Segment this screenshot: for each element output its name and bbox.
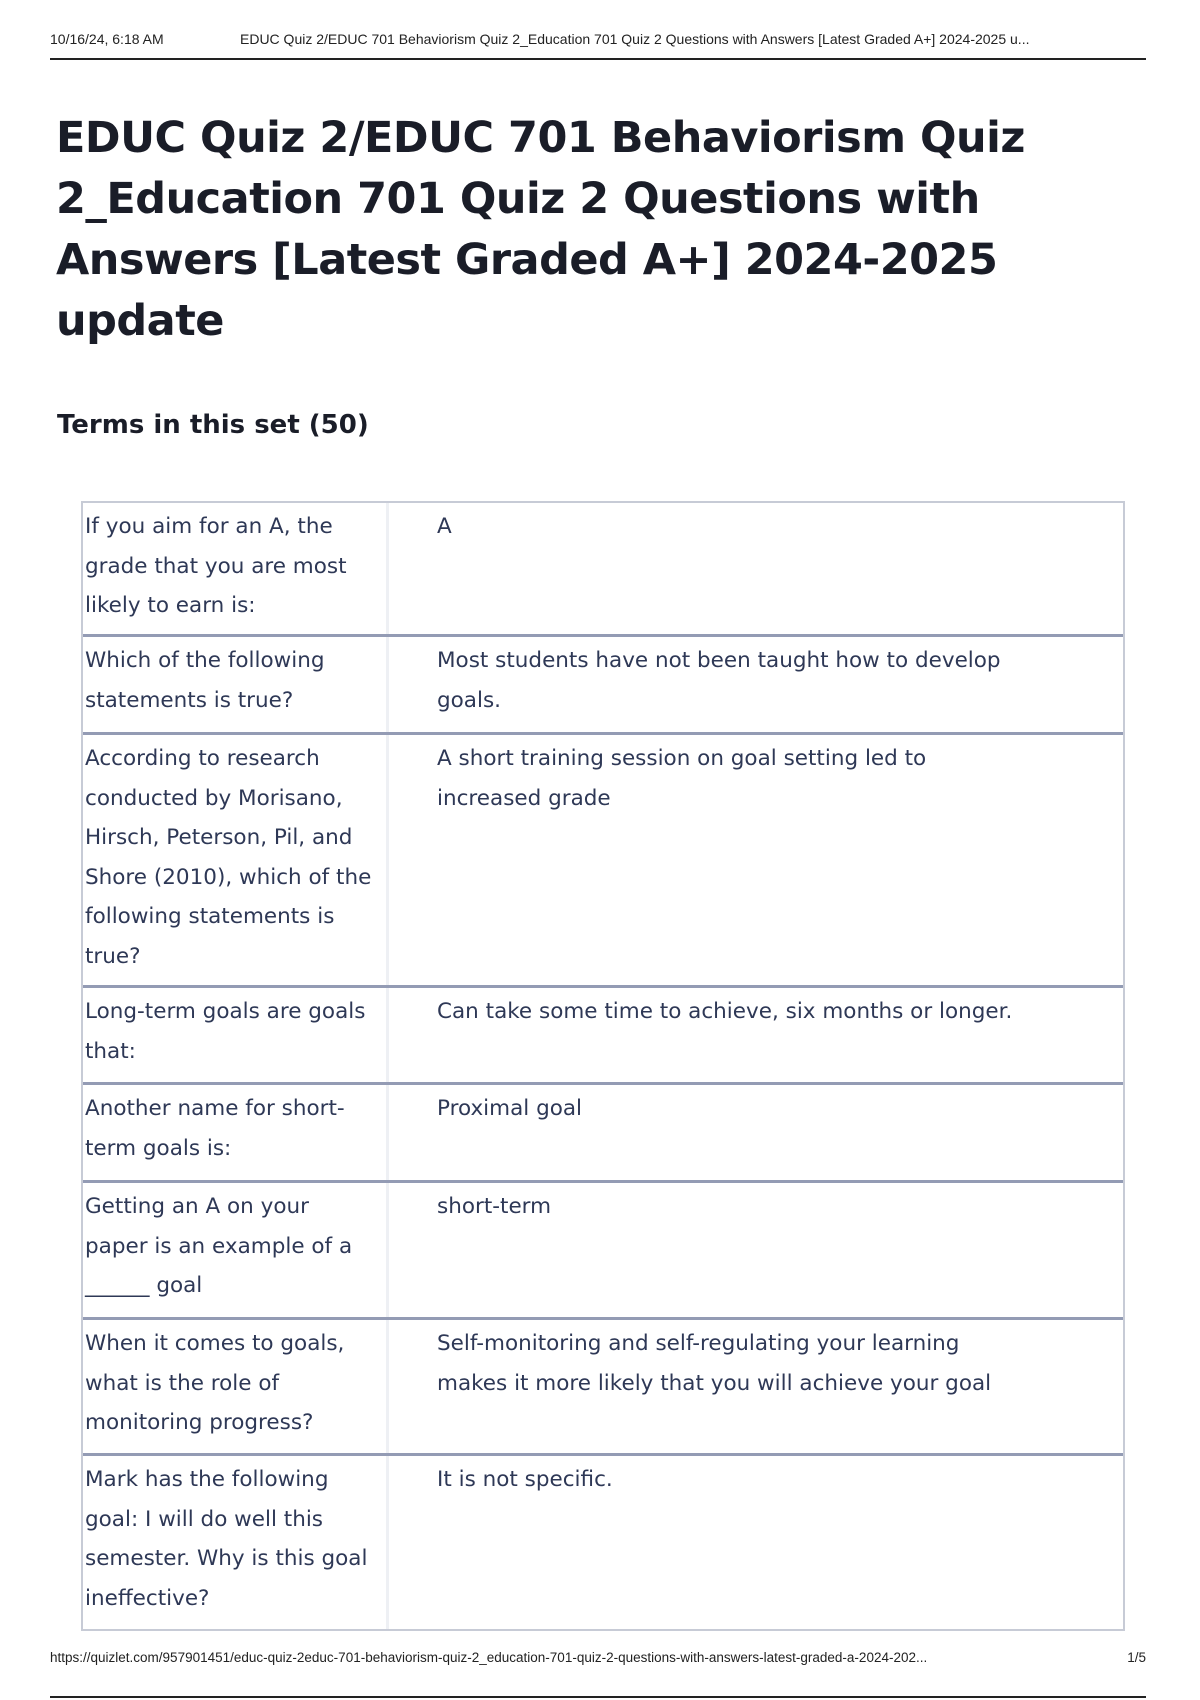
section-title: Terms in this set (50)	[57, 410, 369, 440]
term-text: Another name for short-term goals is:	[83, 1085, 389, 1180]
term-row	[83, 1183, 1123, 1320]
footer-divider	[50, 1696, 1146, 1698]
page-title: EDUC Quiz 2/EDUC 701 Behaviorism Quiz 2_Education 701 Quiz 2 Questions with Answers [Latest Graded A+] 2024-2025 update	[56, 113, 1025, 346]
term-row	[83, 503, 1123, 637]
term-row	[83, 988, 1123, 1085]
term-row	[83, 1456, 1123, 1630]
term-row	[83, 637, 1123, 735]
term-row	[83, 1085, 1123, 1183]
term-text: Long-term goals are goals that:	[83, 988, 389, 1082]
definition-text: Proximal goal	[437, 1096, 583, 1121]
term-text: Mark has the following goal: I will do well this semester. Why is this goal ineffective?	[83, 1456, 389, 1629]
definition-text: It is not specific.	[437, 1467, 613, 1492]
term-text: If you aim for an A, the grade that you are most likely to earn is:	[83, 503, 389, 634]
definition-text: Self-monitoring and self-regulating your learning makes it more likely that you will achieve your goal	[437, 1331, 992, 1396]
print-header-title: EDUC Quiz 2/EDUC 701 Behaviorism Quiz 2_Education 701 Quiz 2 Questions with Answers [Latest Graded A+] 2024-2025 u...	[240, 31, 1030, 47]
term-row	[83, 735, 1123, 988]
terms-table	[81, 501, 1125, 1631]
definition-text: A	[437, 514, 452, 539]
term-text: Which of the following statements is true?	[83, 637, 389, 732]
term-text: According to research conducted by Morisano, Hirsch, Peterson, Pil, and Shore (2010), which of the following statements is true?	[83, 735, 389, 985]
page-url: https://quizlet.com/957901451/educ-quiz-2educ-701-behaviorism-quiz-2_education-701-quiz-2-questions-with-answers-latest-graded-a-2024-202...	[50, 1650, 928, 1665]
term-row	[83, 1320, 1123, 1456]
definition-text: Can take some time to achieve, six months or longer.	[437, 999, 1013, 1024]
term-text: When it comes to goals, what is the role of monitoring progress?	[83, 1320, 389, 1453]
definition-text: Most students have not been taught how to develop goals.	[437, 648, 1001, 713]
page-number: 1/5	[1127, 1650, 1146, 1665]
definition-text: short-term	[437, 1194, 552, 1219]
definition-text: A short training session on goal setting led to increased grade	[437, 746, 927, 811]
term-text: Getting an A on your paper is an example of a ______ goal	[83, 1183, 389, 1317]
print-datetime: 10/16/24, 6:18 AM	[50, 31, 164, 47]
print-header	[50, 28, 1146, 60]
